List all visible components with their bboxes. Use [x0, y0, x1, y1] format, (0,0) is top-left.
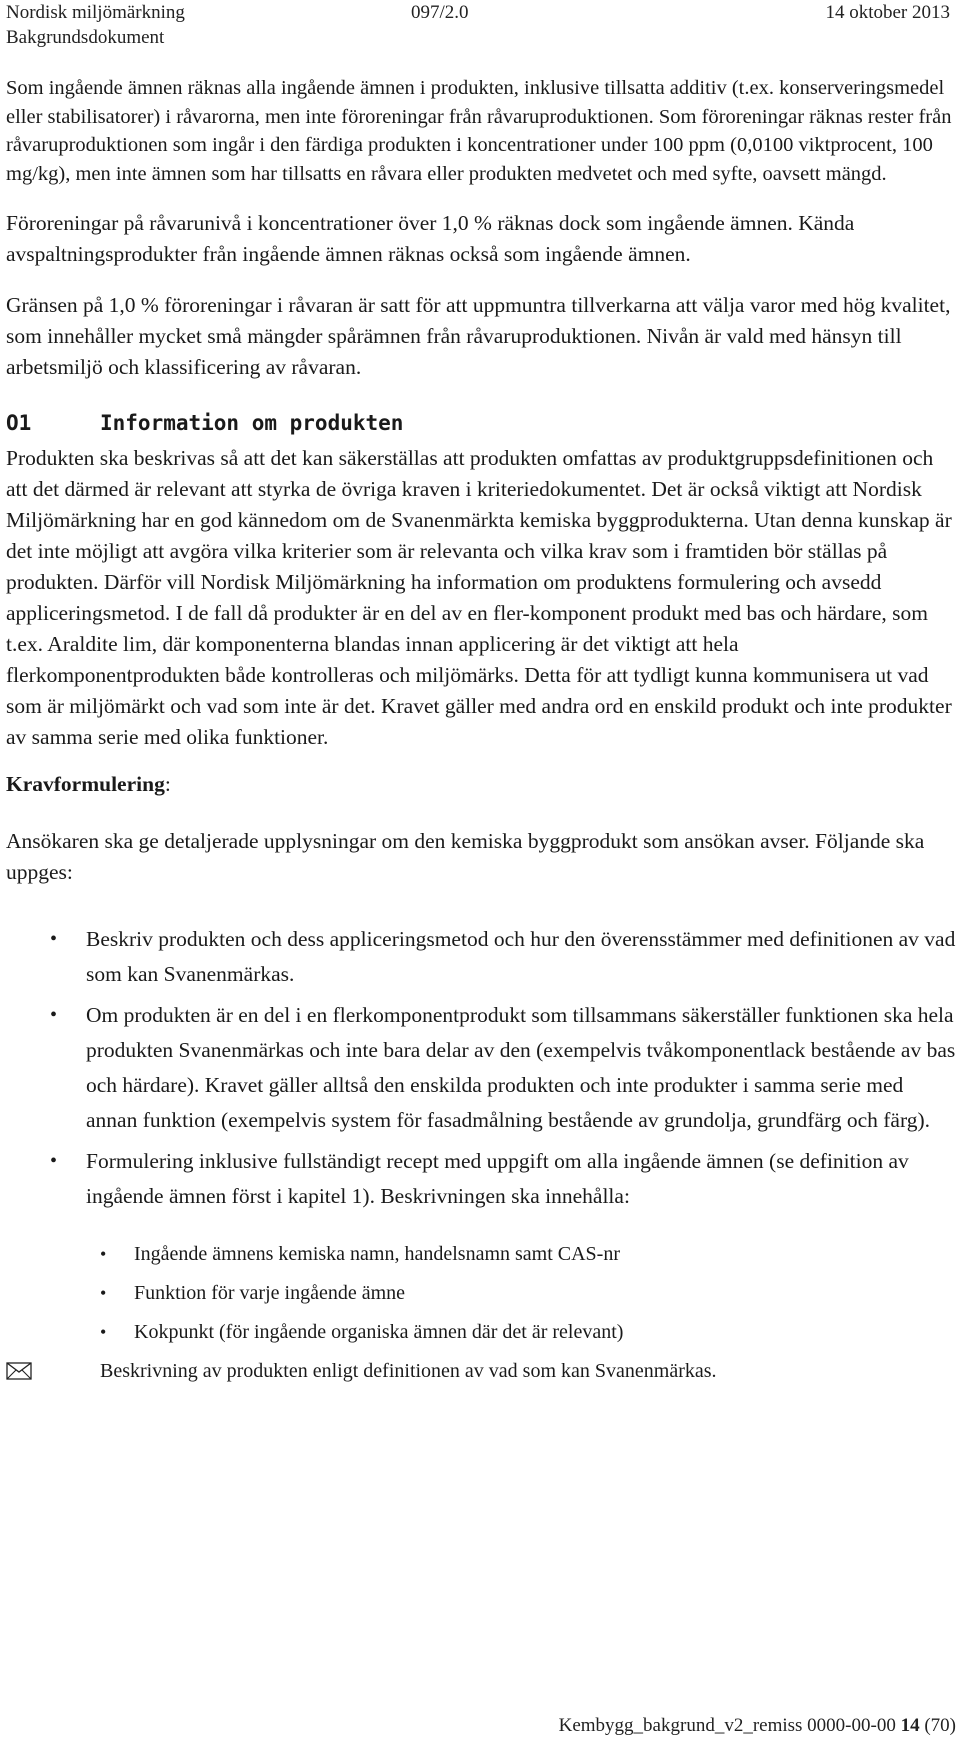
list-item-text: Funktion för varje ingående ämne: [134, 1282, 406, 1305]
list-item: [6, 1144, 956, 1214]
requirement-colon: :: [164, 772, 171, 797]
document-body: [6, 74, 956, 1385]
requirement-label: Kravformulering: [6, 772, 165, 797]
requirement-sublist: [6, 1240, 956, 1346]
header-organization: Nordisk miljömärkning: [6, 2, 185, 23]
page-header: [6, 0, 954, 56]
footer-page-total: (70): [924, 1715, 956, 1736]
header-doc-code: 097/2.0: [411, 2, 469, 23]
bullet-glyph: •: [100, 1244, 107, 1265]
list-item: [6, 1279, 956, 1307]
section-body: Produkten ska beskrivas så att det kan säkerställas att produkten omfattas av produktgruppsdefinitionen och att det därmed är relevant att styrka de övriga kraven i kriteriedokumentet. Det är också viktigt att Nordisk Miljömärkning har en god kännedom om de Svanenmärkta kemiska byggprodukterna. Utan denna kunskap är det inte möjligt att avgöra vilka kriterier som är relevanta och vilka krav som i framtiden bör ställas på produkten. Därför vill Nordisk Miljömärkning ha information om produktens formulering och avsedd appliceringsmetod. I de fall då produkter är en del av en fler-komponent produkt med bas och härdare, som t.ex. Araldite lim, där komponenterna blandas innan applicering är det viktigt att hela flerkomponentprodukten både kontrolleras och miljömärks. Detta för att tydligt kunna kommunisera ut vad som är miljömärkt och vad som inte är det. Kravet gäller med andra ord en enskild produkt och inte produkter av samma serie med olika funktioner.: [6, 446, 952, 750]
bullet-glyph: •: [100, 1322, 107, 1343]
list-item-text: Ingående ämnens kemiska namn, handelsnamn samt CAS-nr: [134, 1243, 620, 1266]
requirement-heading: [6, 769, 956, 800]
requirement-intro: Ansökaren ska ge detaljerade upplysningar om den kemiska byggprodukt som ansökan avser. Följande ska uppges:: [6, 829, 925, 885]
page-footer: [559, 1712, 956, 1740]
list-item-text: Kokpunkt (för ingående organiska ämnen där det är relevant): [134, 1321, 624, 1344]
paragraph-limit: Gränsen på 1,0 % föroreningar i råvaran är satt för att uppmuntra tillverkarna att välja varor med hög kvalitet, som innehåller mycket små mängder spårämnen från råvaruproduktionen. Nivån är vald med hänsyn till arbetsmiljö och klassificering av råvaran.: [6, 293, 951, 380]
bullet-glyph: •: [50, 1150, 58, 1173]
section-heading: [6, 409, 956, 437]
list-item: [6, 998, 956, 1138]
envelope-icon: [6, 1361, 32, 1381]
list-item: [6, 922, 956, 992]
header-doc-type: Bakgrundsdokument: [6, 27, 165, 48]
section-number: O1: [6, 411, 32, 436]
footer-file: Kembygg_bakgrund_v2_remiss 0000-00-00: [558, 1715, 896, 1736]
section-title: Information om produkten: [100, 411, 404, 436]
bullet-glyph: •: [50, 928, 58, 951]
list-item: [6, 1240, 956, 1268]
paragraph-impurities: Föroreningar på råvarunivå i koncentrationer över 1,0 % räknas dock som ingående ämnen. Kända avspaltningsprodukter från ingående ämnen räknas också som ingående ämnen.: [6, 211, 855, 267]
bullet-glyph: •: [100, 1283, 107, 1304]
footer-page-number: 14: [900, 1715, 920, 1736]
list-item-text: Om produkten är en del i en flerkomponentprodukt som tillsammans säkerställer funktionen ska hela produkten Svanenmärkas och inte bara delar av den (exempelvis tvåkomponentlack bestående av bas och härdare). Kravet gäller alltså den enskilda produkten och inte produkter i samma serie med annan funktion (exempelvis system för fasadmålning bestående av grundolja, grundfärg och färg).: [86, 1003, 956, 1133]
header-date: 14 oktober 2013: [825, 2, 950, 23]
documentation-line: [6, 1357, 956, 1385]
bullet-glyph: •: [50, 1004, 58, 1027]
paragraph-ingoing-substances: Som ingående ämnen räknas alla ingående ämnen i produkten, inklusive tillsatta additiv (t.ex. konserveringsmedel eller stabilisatorer) i råvarorna, men inte föroreningar från råvaruproduktionen. Som föroreningar räknas rester från råvaruproduktionen som ingår i den färdiga produkten i koncentrationer under 100 ppm (0,0100 viktprocent, 100 mg/kg), men inte ämnen som har tillsatts en råvara eller produkten medvetet och med syfte, oavsett mängd.: [6, 77, 952, 185]
requirement-list: [6, 922, 956, 1214]
documentation-text: Beskrivning av produkten enligt definitionen av vad som kan Svanenmärkas.: [100, 1360, 717, 1383]
list-item-text: Formulering inklusive fullständigt recept med uppgift om alla ingående ämnen (se definition av ingående ämnen först i kapitel 1). Beskrivningen ska innehålla:: [86, 1149, 909, 1209]
list-item: [6, 1318, 956, 1346]
list-item-text: Beskriv produkten och dess appliceringsmetod och hur den överensstämmer med definitionen av vad som kan Svanenmärkas.: [86, 927, 956, 987]
